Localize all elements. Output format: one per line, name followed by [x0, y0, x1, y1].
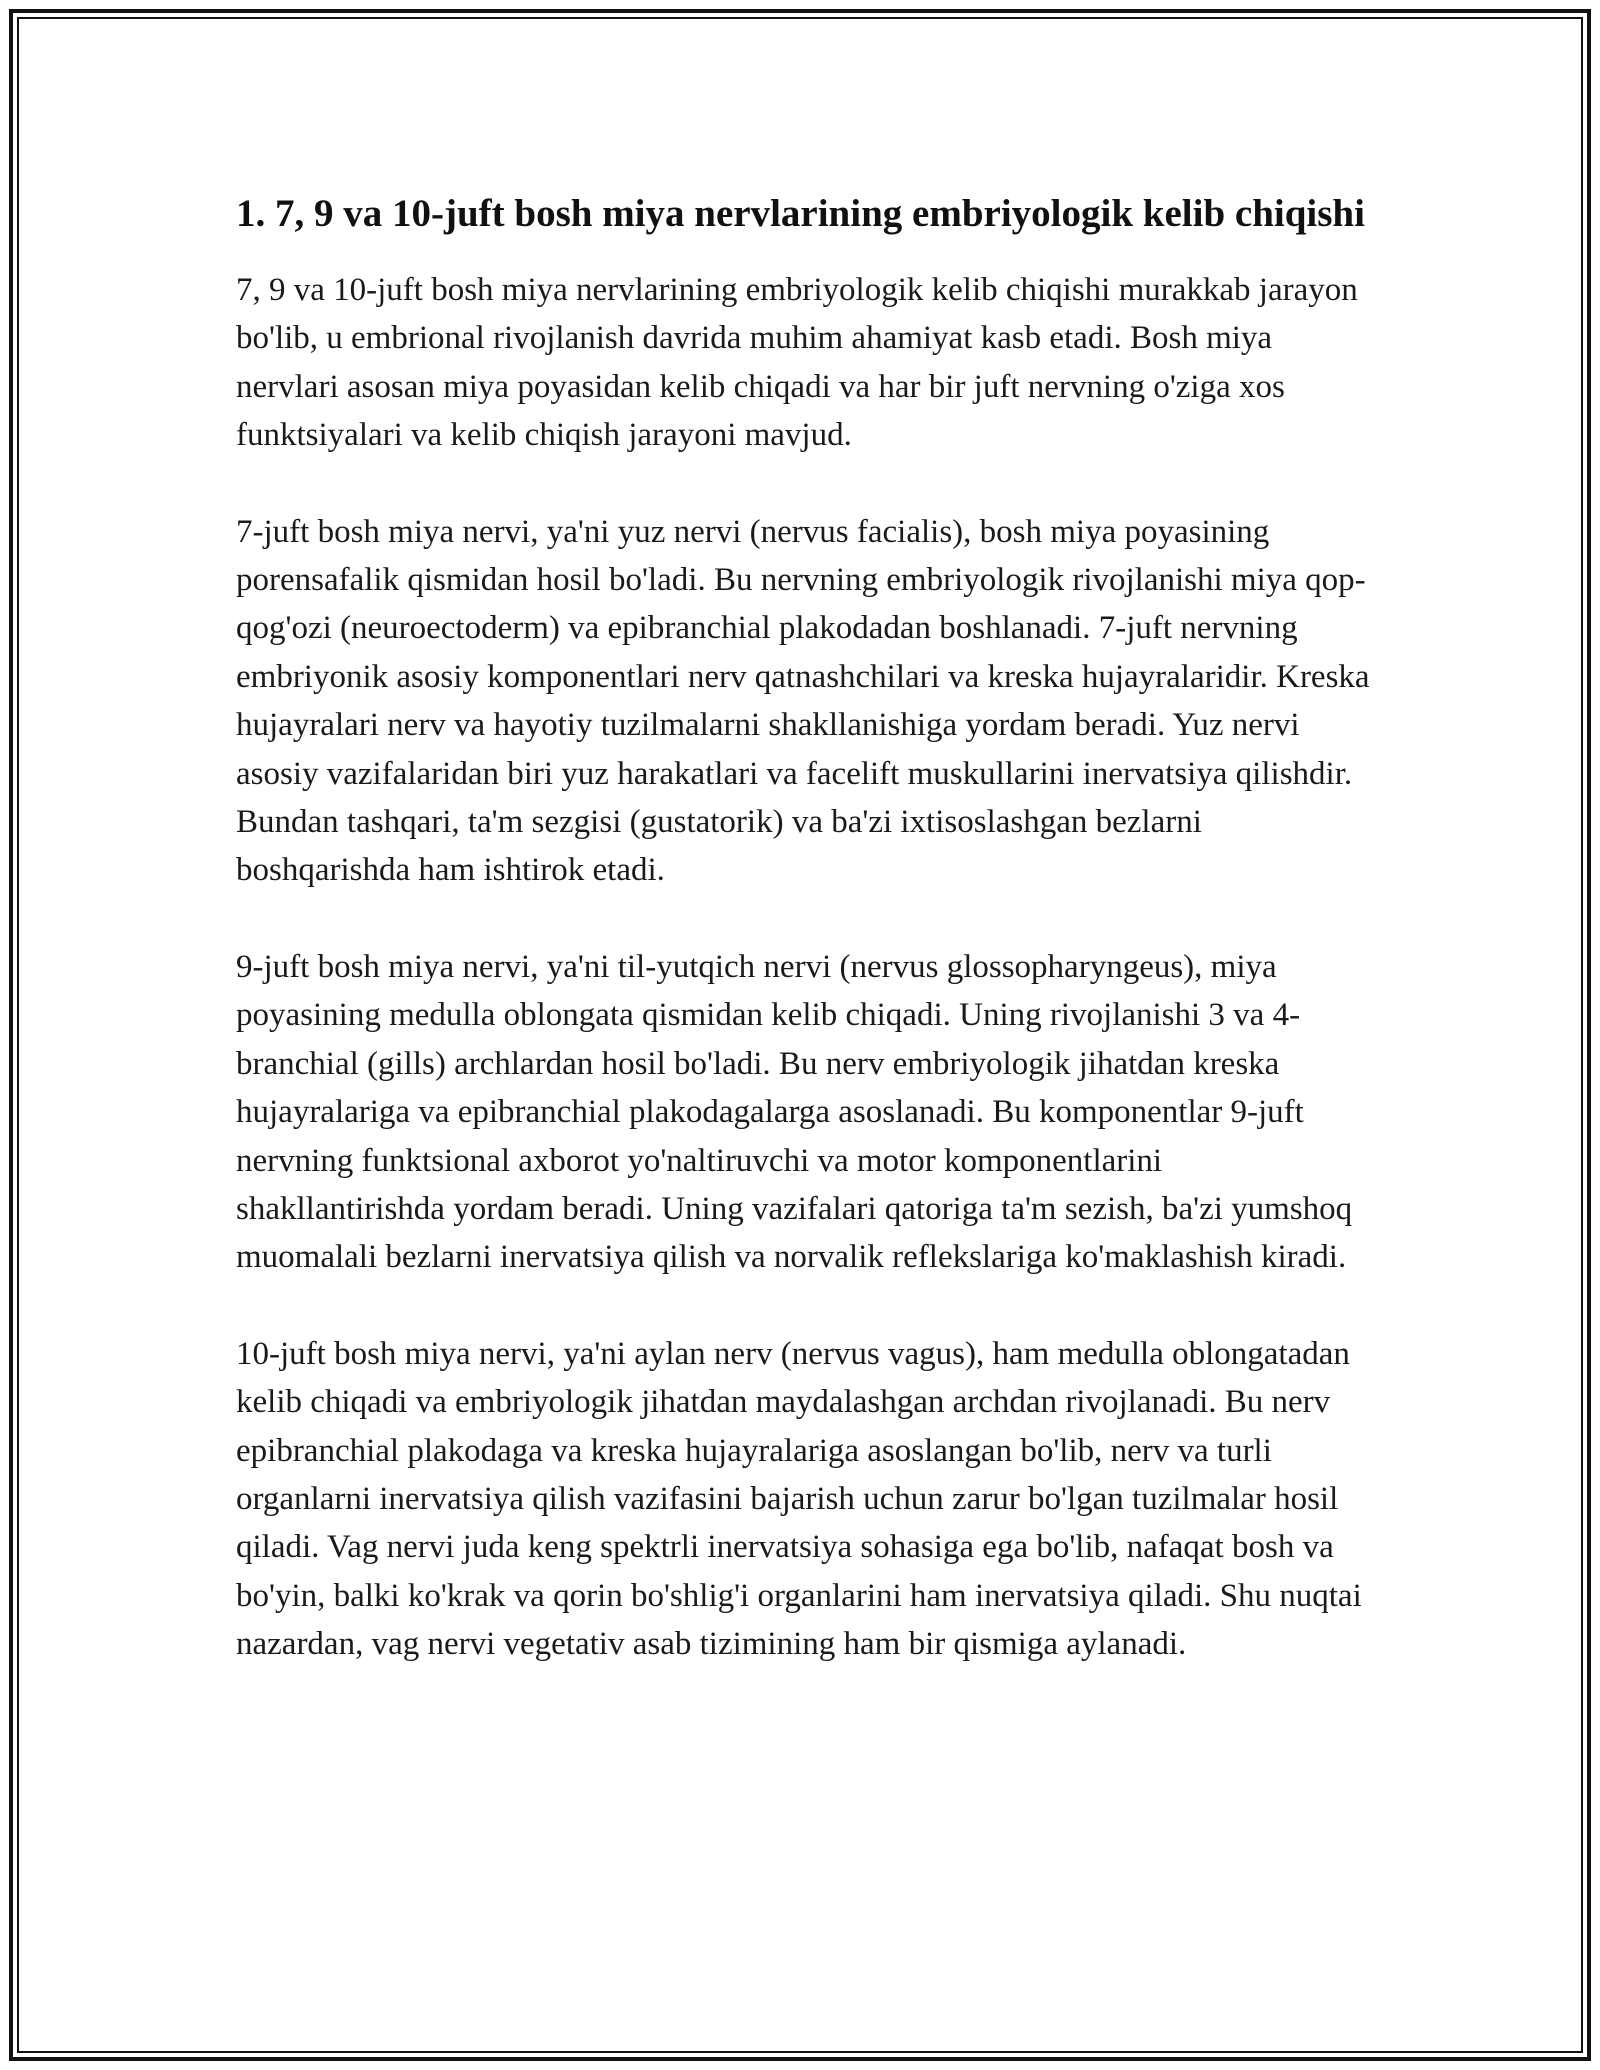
paragraph-glossopharyngeal-nerve: 9-juft bosh miya nervi, ya'ni til-yutqich nervi (nervus glossopharyngeus), miya poyasining medulla oblongata qismidan kelib chiqadi. Uning rivojlanishi 3 va 4-branchial (gills) archlardan hosil bo'ladi. Bu nerv embriyologik jihatdan kreska hujayralariga va epibranchial plakodagalarga asoslanadi. Bu komponentlar 9-juft nervning funktsional axborot yo'naltiruvchi va motor komponentlarini shakllantirishda yordam beradi. Uning vazifalari qatoriga ta'm sezish, ba'zi yumshoq muomalali bezlarni inervatsiya qilish va norvalik reflekslariga ko'maklashish kiradi. — [236, 948, 1353, 1276]
paragraph-intro: 7, 9 va 10-juft bosh miya nervlarining embriyologik kelib chiqishi murakkab jarayon bo'lib, u embrional rivojlanish davrida muhim ahamiyat kasb etadi. Bosh miya nervlari asosan miya poyasidan kelib chiqadi va har bir juft nervning o'ziga xos funktsiyalari va kelib chiqish jarayoni mavjud. — [236, 272, 1358, 454]
document-body — [236, 186, 1372, 1669]
paragraph-vagus-nerve: 10-juft bosh miya nervi, ya'ni aylan nerv (nervus vagus), ham medulla oblongatadan kelib chiqadi va embriyologik jihatdan maydalashgan archdan rivojlanadi. Bu nerv epibranchial plakodaga va kreska hujayralariga asoslangan bo'lib, nerv va turli organlarni inervatsiya qilish vazifasini bajarish uchun zarur bo'lgan tuzilmalar hosil qiladi. Vag nervi juda keng spektrli inervatsiya sohasiga ega bo'lib, nafaqat bosh va bo'yin, balki ko'krak va qorin bo'shlig'i organlarini ham inervatsiya qiladi. Shu nuqtai nazardan, vag nervi vegetativ asab tizimining ham bir qismiga aylanadi. — [236, 1335, 1362, 1663]
document-title: 1. 7, 9 va 10-juft bosh miya nervlarining embriyologik kelib chiqishi — [236, 192, 1365, 235]
paragraph-facial-nerve: 7-juft bosh miya nervi, ya'ni yuz nervi (nervus facialis), bosh miya poyasining porensafalik qismidan hosil bo'ladi. Bu nervning embriyologik rivojlanishi miya qop-qog'ozi (neuroectoderm) va epibranchial plakodadan boshlanadi. 7-juft nervning embriyonik asosiy komponentlari nerv qatnashchilari va kreska hujayralaridir. Kreska hujayralari nerv va hayotiy tuzilmalarni shakllanishiga yordam beradi. Yuz nervi asosiy vazifalaridan biri yuz harakatlari va facelift muskullarini inervatsiya qilishdir. Bundan tashqari, ta'm sezgisi (gustatorik) va ba'zi ixtisoslashgan bezlarni boshqarishda ham ishtirok etadi. — [236, 513, 1370, 889]
